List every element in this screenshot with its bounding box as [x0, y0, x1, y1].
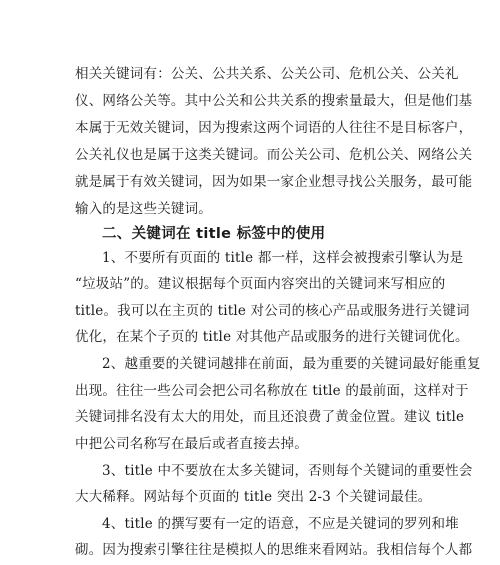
text-line: 输入的是这些关键词。	[75, 201, 212, 217]
text-line: 砌。因为搜索引擎往往是模拟人的思维来看网站。我相信每个人都	[75, 542, 473, 558]
text-line: 出现。往往一些公司会把公司名称放在 title 的最前面，这样对于	[75, 383, 469, 399]
text-line: 2、越重要的关键词越排在前面，最为重要的关键词最好能重复	[102, 356, 481, 372]
text-line: 1、不要所有页面的 title 都一样，这样会被搜索引擎认为是	[102, 250, 464, 266]
text-line: 3、title 中不要放在太多关键词，否则每个关键词的重要性会	[102, 463, 473, 479]
text-line: 本属于无效关键词，因为搜索这两个词语的人往往不是目标客户，	[75, 120, 473, 136]
text-line: 大大稀释。网站每个页面的 title 突出 2-3 个关键词最佳。	[75, 489, 432, 505]
text-line: 公关礼仪也是属于这类关键词。而公关公司、危机公关、网络公关	[75, 147, 473, 163]
text-line: title。我可以在主页的 title 对公司的核心产品或服务进行关键词	[75, 303, 470, 319]
section-heading: 二、关键词在 title 标签中的使用	[102, 226, 326, 242]
text-line: “垃圾站”的。建议根据每个页面内容突出的关键词来写相应的	[75, 276, 446, 292]
text-line: 仪、网络公关等。其中公关和公共关系的搜索量最大，但是他们基	[75, 93, 473, 109]
text-line: 就是属于有效关键词，因为如果一家企业想寻找公关服务，最可能	[75, 174, 473, 190]
text-line: 相关关键词有：公关、公共关系、公关公司、危机公关、公关礼	[75, 66, 459, 82]
text-line: 4、title 的撰写要有一定的语意，不应是关键词的罗列和堆	[102, 516, 459, 532]
text-line: 中把公司名称写在最后或者直接去掉。	[75, 436, 308, 452]
text-line: 关键词排名没有太大的用处，而且还浪费了黄金位置。建议 title	[75, 409, 465, 425]
text-line: 优化，在某个子页的 title 对其他产品或服务的进行关键词优化。	[75, 329, 469, 345]
